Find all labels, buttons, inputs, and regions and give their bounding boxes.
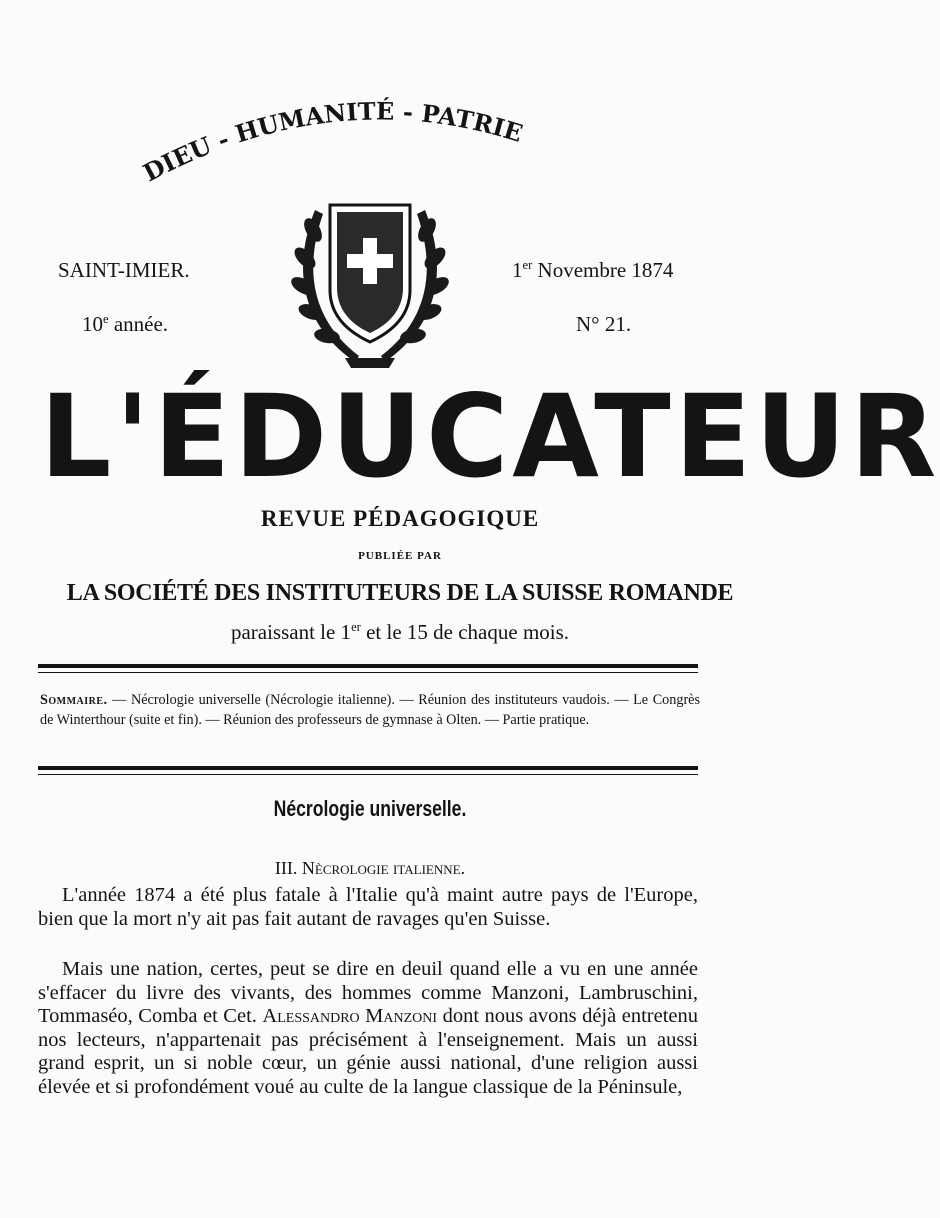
- issue-date: 1er Novembre 1874: [512, 258, 674, 282]
- paragraph-2: Mais une nation, certes, peut se dire en deuil quand elle a vu en une année s'effacer du livre des vivants, des hommes comme Manzoni, Lambruschini, Tommaséo, Comba et Cet. Alessandro Manzoni dont nous avons déjà entretenu nos lecteurs, n'appartenait pas précisément à l'enseignement. Mais un aussi grand esprit, un si noble cœur, un génie aussi national, d'une religion aussi élevée et si profondément voué au culte de la langue classique de la Péninsule,: [38, 958, 698, 1098]
- rule-top: [38, 664, 698, 668]
- swiss-shield-emblem: [285, 190, 455, 380]
- issue-number: N° 21.: [576, 312, 632, 336]
- published-by: PUBLIÉE PAR: [358, 550, 442, 562]
- table-of-contents: Sommaire. — Nécrologie universelle (Nécrologie italienne). — Réunion des instituteurs vaudois. — Le Congrès de Winterthour (suite et fin). — Réunion des professeurs de gymnase à Olten. — Partie pratique.: [40, 692, 700, 728]
- motto-arc: [130, 92, 630, 202]
- shield-icon: [330, 205, 410, 342]
- subsection-title: III. Nècrologie italienne.: [274, 858, 466, 878]
- section-title: Nécrologie universelle.: [273, 796, 467, 821]
- edition-year: 10e année.: [82, 312, 169, 336]
- motto-text: DIEU - HUMANITÉ - PATRIE: [138, 96, 527, 188]
- journal-subtitle: REVUE PÉDAGOGIQUE: [260, 506, 540, 531]
- rule-bottom: [38, 766, 698, 770]
- rule-top-thin: [38, 672, 698, 673]
- journal-title: L'ÉDUCATEUR: [40, 370, 940, 504]
- paragraph-1: L'année 1874 a été plus fatale à l'Italie qu'à maint autre pays de l'Europe, bien que la mort n'y ait pas fait autant de ravages qu'en Suisse.: [38, 884, 698, 930]
- rule-bottom-thin: [38, 774, 698, 775]
- society-name: LA SOCIÉTÉ DES INSTITUTEURS DE LA SUISSE ROMANDE: [66, 580, 734, 606]
- place: SAINT-IMIER.: [58, 258, 190, 282]
- periodicity: paraissant le 1er et le 15 de chaque mois.: [230, 620, 570, 644]
